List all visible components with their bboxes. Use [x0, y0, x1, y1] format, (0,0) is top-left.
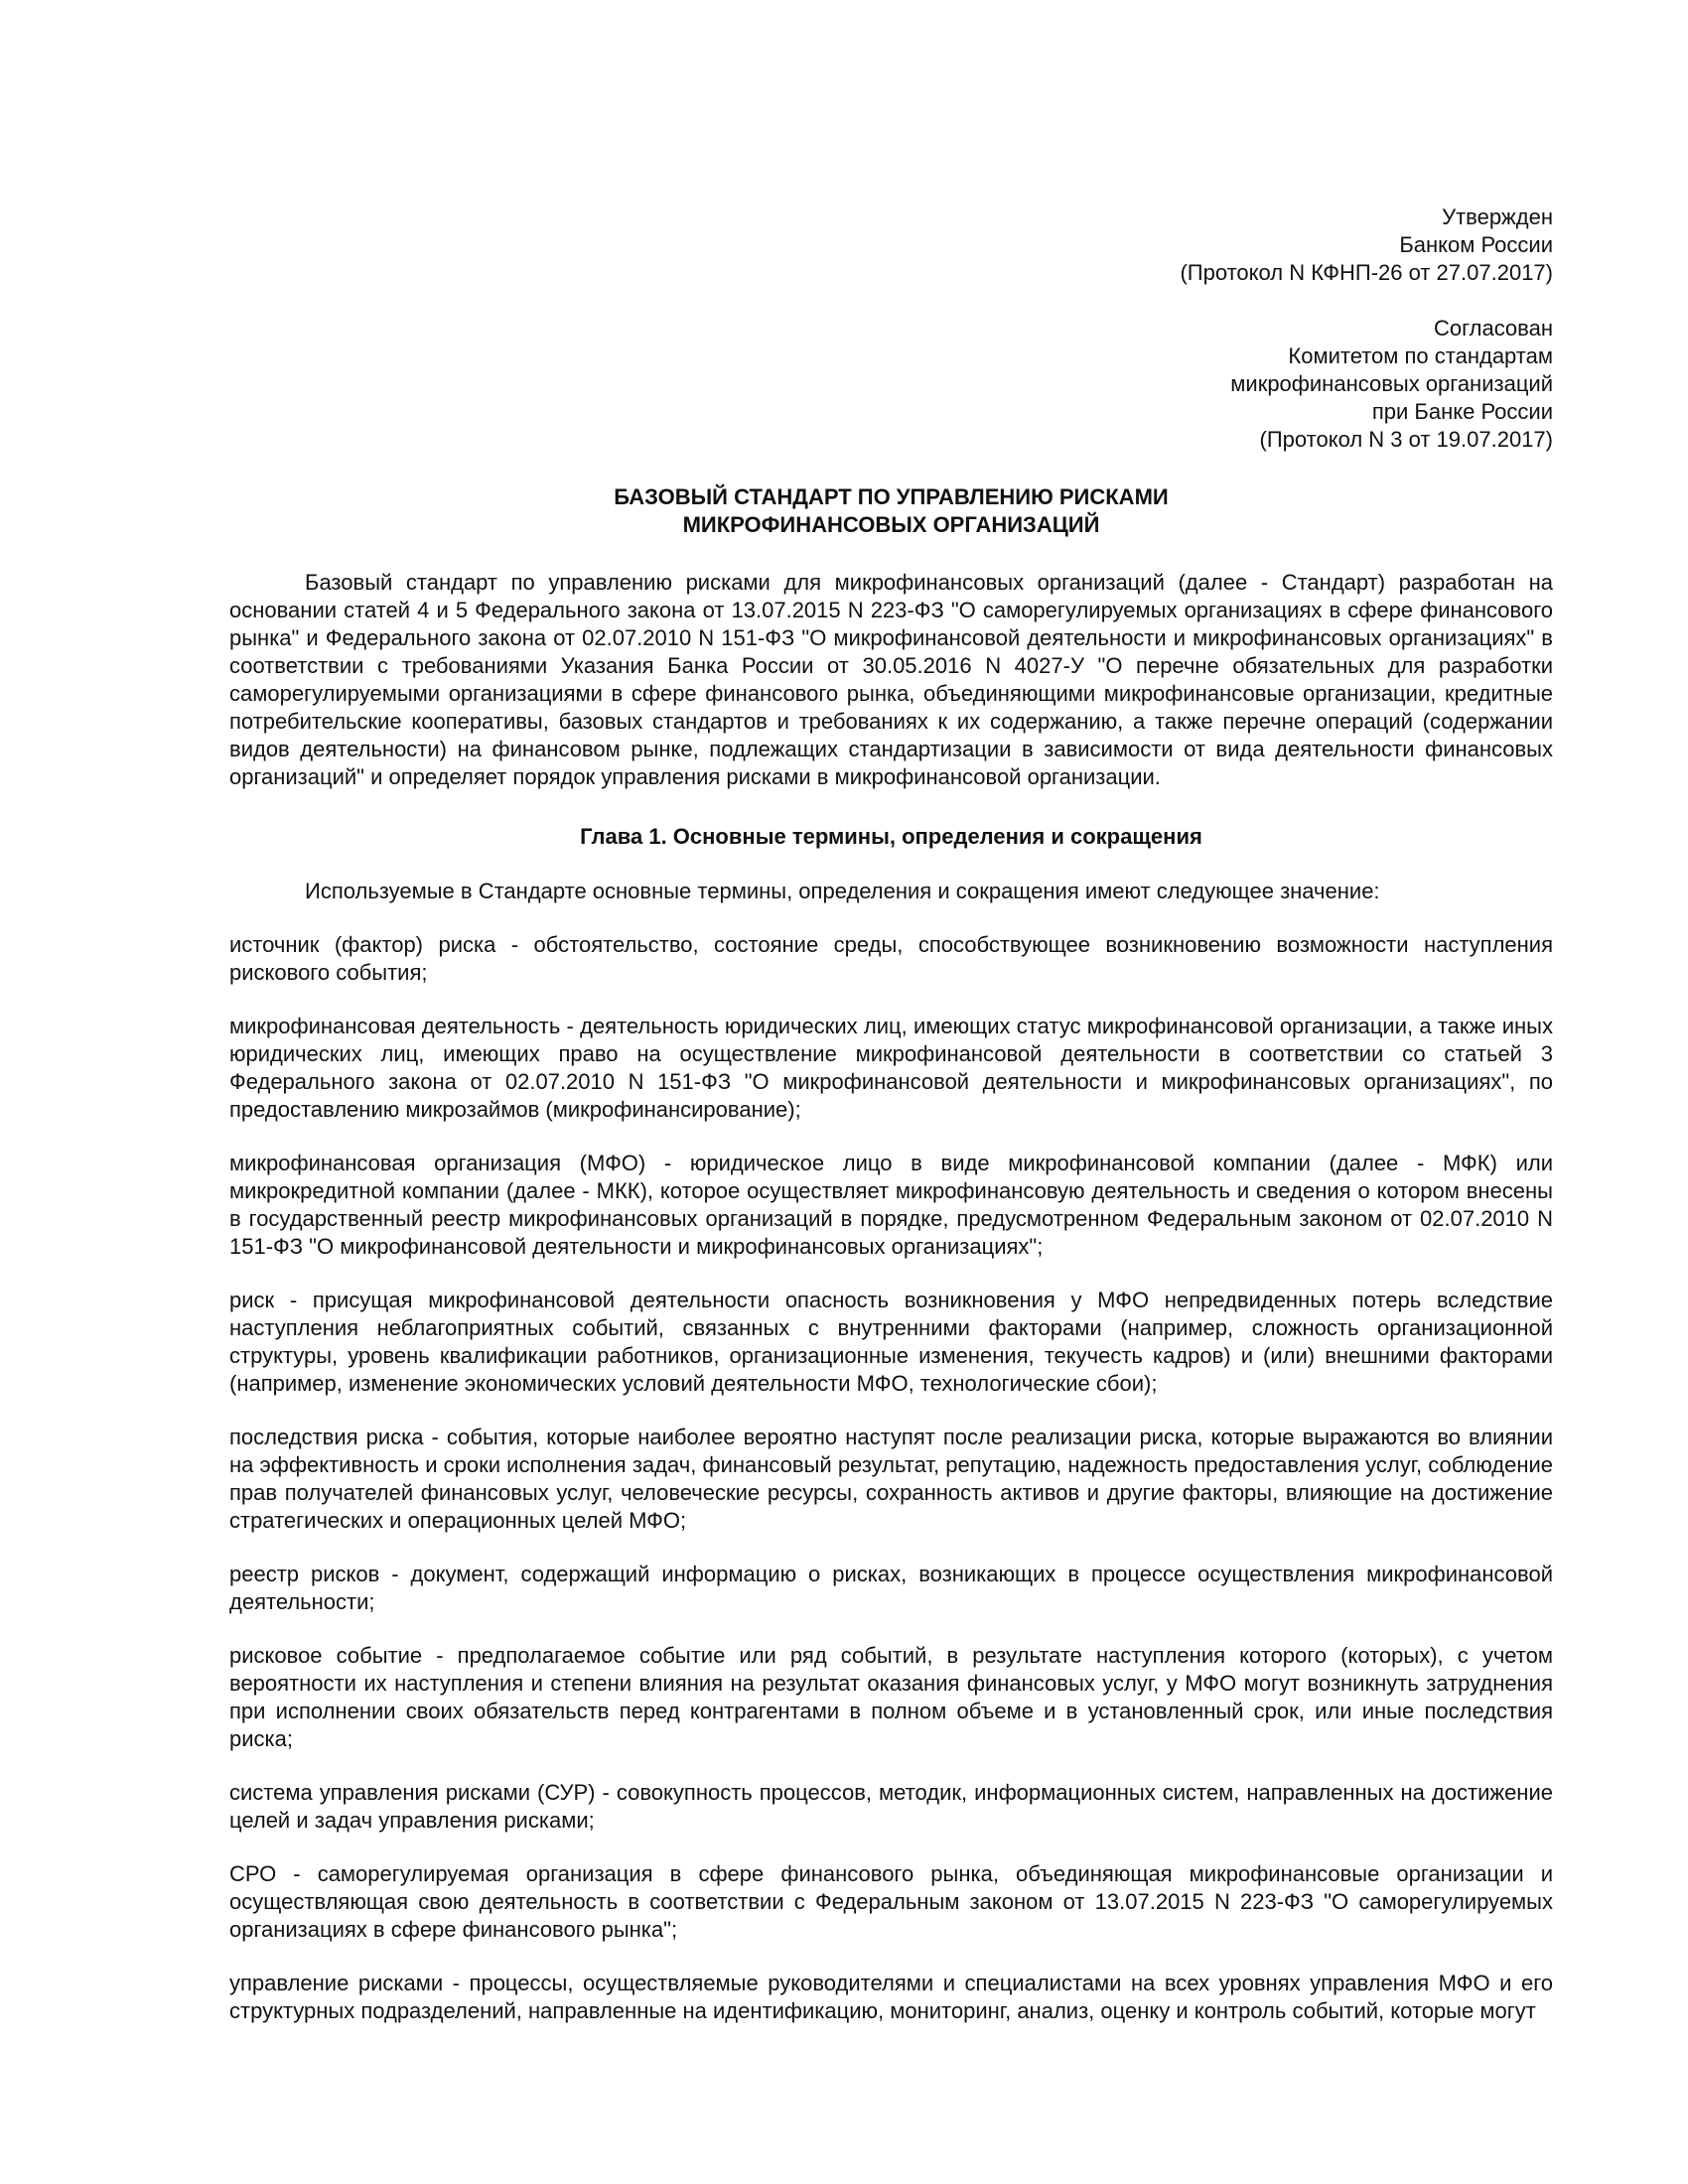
approval-committee-protocol: (Протокол N 3 от 19.07.2017) [1259, 427, 1553, 452]
chapter-lead-paragraph: Используемые в Стандарте основные термины, определения и сокращения имеют следующее значение: [305, 879, 1380, 903]
intro-paragraph: Базовый стандарт по управлению рисками для микрофинансовых организаций (далее - Стандарт) разработан на основании статей 4 и 5 Федерального закона от 13.07.2015 N 223-ФЗ "О саморегулируемых организациях в сфере финансового рынка" и Федерального закона от 02.07.2010 N 151-ФЗ "О микрофинансовой деятельности и микрофинансовых организациях" в соответствии с требованиями Указания Банка России от 30.05.2016 N 4027-У "О перечне обязательных для разработки саморегулируемыми организациями в сфере финансового рынка, объединяющими микрофинансовые организации, кредитные потребительские кооперативы, базовых стандартов и требованиях к их содержанию, а также перечне операций (содержании видов деятельности) на финансовом рынке, подлежащих стандартизации в зависимости от вида деятельности финансовых организаций" и определяет порядок управления рисками в микрофинансовой организации. [229, 570, 1553, 789]
approval-committee-block [229, 315, 1553, 454]
term-definition: последствия риска - события, которые наиболее вероятно наступят после реализации риска, которые выражаются во влиянии на эффективность и сроки исполнения задач, финансовый результат, репутацию, надежность предоставления услуг, соблюдение прав получателей финансовых услуг, человеческие ресурсы, сохранность активов и другие факторы, влияющие на достижение стратегических и операционных целей МФО; [229, 1425, 1553, 1533]
approval-committee-name-1: Комитетом по стандартам [1288, 343, 1553, 368]
term-definition: микрофинансовая организация (МФО) - юридическое лицо в виде микрофинансовой компании (далее - МФК) или микрокредитной компании (далее - МКК), которое осуществляет микрофинансовую деятельность и сведения о котором внесены в государственный реестр микрофинансовых организаций в порядке, предусмотренном Федеральным законом от 02.07.2010 N 151-ФЗ "О микрофинансовой деятельности и микрофинансовых организациях"; [229, 1151, 1553, 1259]
document-title-line-2: МИКРОФИНАНСОВЫХ ОРГАНИЗАЦИЙ [682, 512, 1100, 537]
chapter-heading: Глава 1. Основные термины, определения и сокращения [580, 824, 1202, 849]
term-definition: реестр рисков - документ, содержащий информацию о рисках, возникающих в процессе осуществления микрофинансовой деятельности; [229, 1562, 1553, 1614]
approval-committee-name-2: микрофинансовых организаций [1230, 371, 1553, 396]
term-definition: рисковое событие - предполагаемое событие или ряд событий, в результате наступления которого (которых), с учетом вероятности их наступления и степени влияния на результат оказания финансовых услуг, у МФО могут возникнуть затруднения при исполнении своих обязательств перед контрагентами в полном объеме и в установленный срок, или иные последствия риска; [229, 1643, 1553, 1751]
spacer [229, 287, 1553, 315]
term-definition: управление рисками - процессы, осуществляемые руководителями и специалистами на всех уровнях управления МФО и его структурных подразделений, направленные на идентификацию, мониторинг, анализ, оценку и контроль событий, которые могут [229, 1971, 1553, 2023]
document-title [229, 483, 1553, 539]
term-definition: источник (фактор) риска - обстоятельство, состояние среды, способствующее возникновению возможности наступления рискового события; [229, 932, 1553, 985]
term-definition: риск - присущая микрофинансовой деятельности опасность возникновения у МФО непредвиденных потерь вследствие наступления неблагоприятных событий, связанных с внутренними факторами (например, сложность организационной структуры, уровень квалификации работников, организационные изменения, текучесть кадров) и (или) внешними факторами (например, изменение экономических условий деятельности МФО, технологические сбои); [229, 1288, 1553, 1396]
approval-committee-status: Согласован [1433, 316, 1553, 341]
term-definition: микрофинансовая деятельность - деятельность юридических лиц, имеющих статус микрофинансовой организации, а также иных юридических лиц, имеющих право на осуществление микрофинансовой деятельности в соответствии со статьей 3 Федерального закона от 02.07.2010 N 151-ФЗ "О микрофинансовой деятельности и микрофинансовых организациях", по предоставлению микрозаймов (микрофинансирование); [229, 1014, 1553, 1122]
approval-bank-authority: Банком России [1399, 232, 1553, 257]
approval-bank-status: Утвержден [1442, 205, 1553, 229]
approval-committee-name-3: при Банке России [1371, 399, 1553, 424]
term-definition: система управления рисками (СУР) - совокупность процессов, методик, информационных систем, направленных на достижение целей и задач управления рисками; [229, 1780, 1553, 1833]
approval-bank-protocol: (Протокол N КФНП-26 от 27.07.2017) [1180, 260, 1553, 285]
document-page [229, 204, 1553, 2025]
term-definition: СРО - саморегулируемая организация в сфере финансового рынка, объединяющая микрофинансовые организации и осуществляющая свою деятельность в соответствии с Федеральным законом от 13.07.2015 N 223-ФЗ "О саморегулируемых организациях в сфере финансового рынка"; [229, 1861, 1553, 1942]
approval-bank-block [229, 204, 1553, 287]
document-title-line-1: БАЗОВЫЙ СТАНДАРТ ПО УПРАВЛЕНИЮ РИСКАМИ [614, 484, 1169, 509]
